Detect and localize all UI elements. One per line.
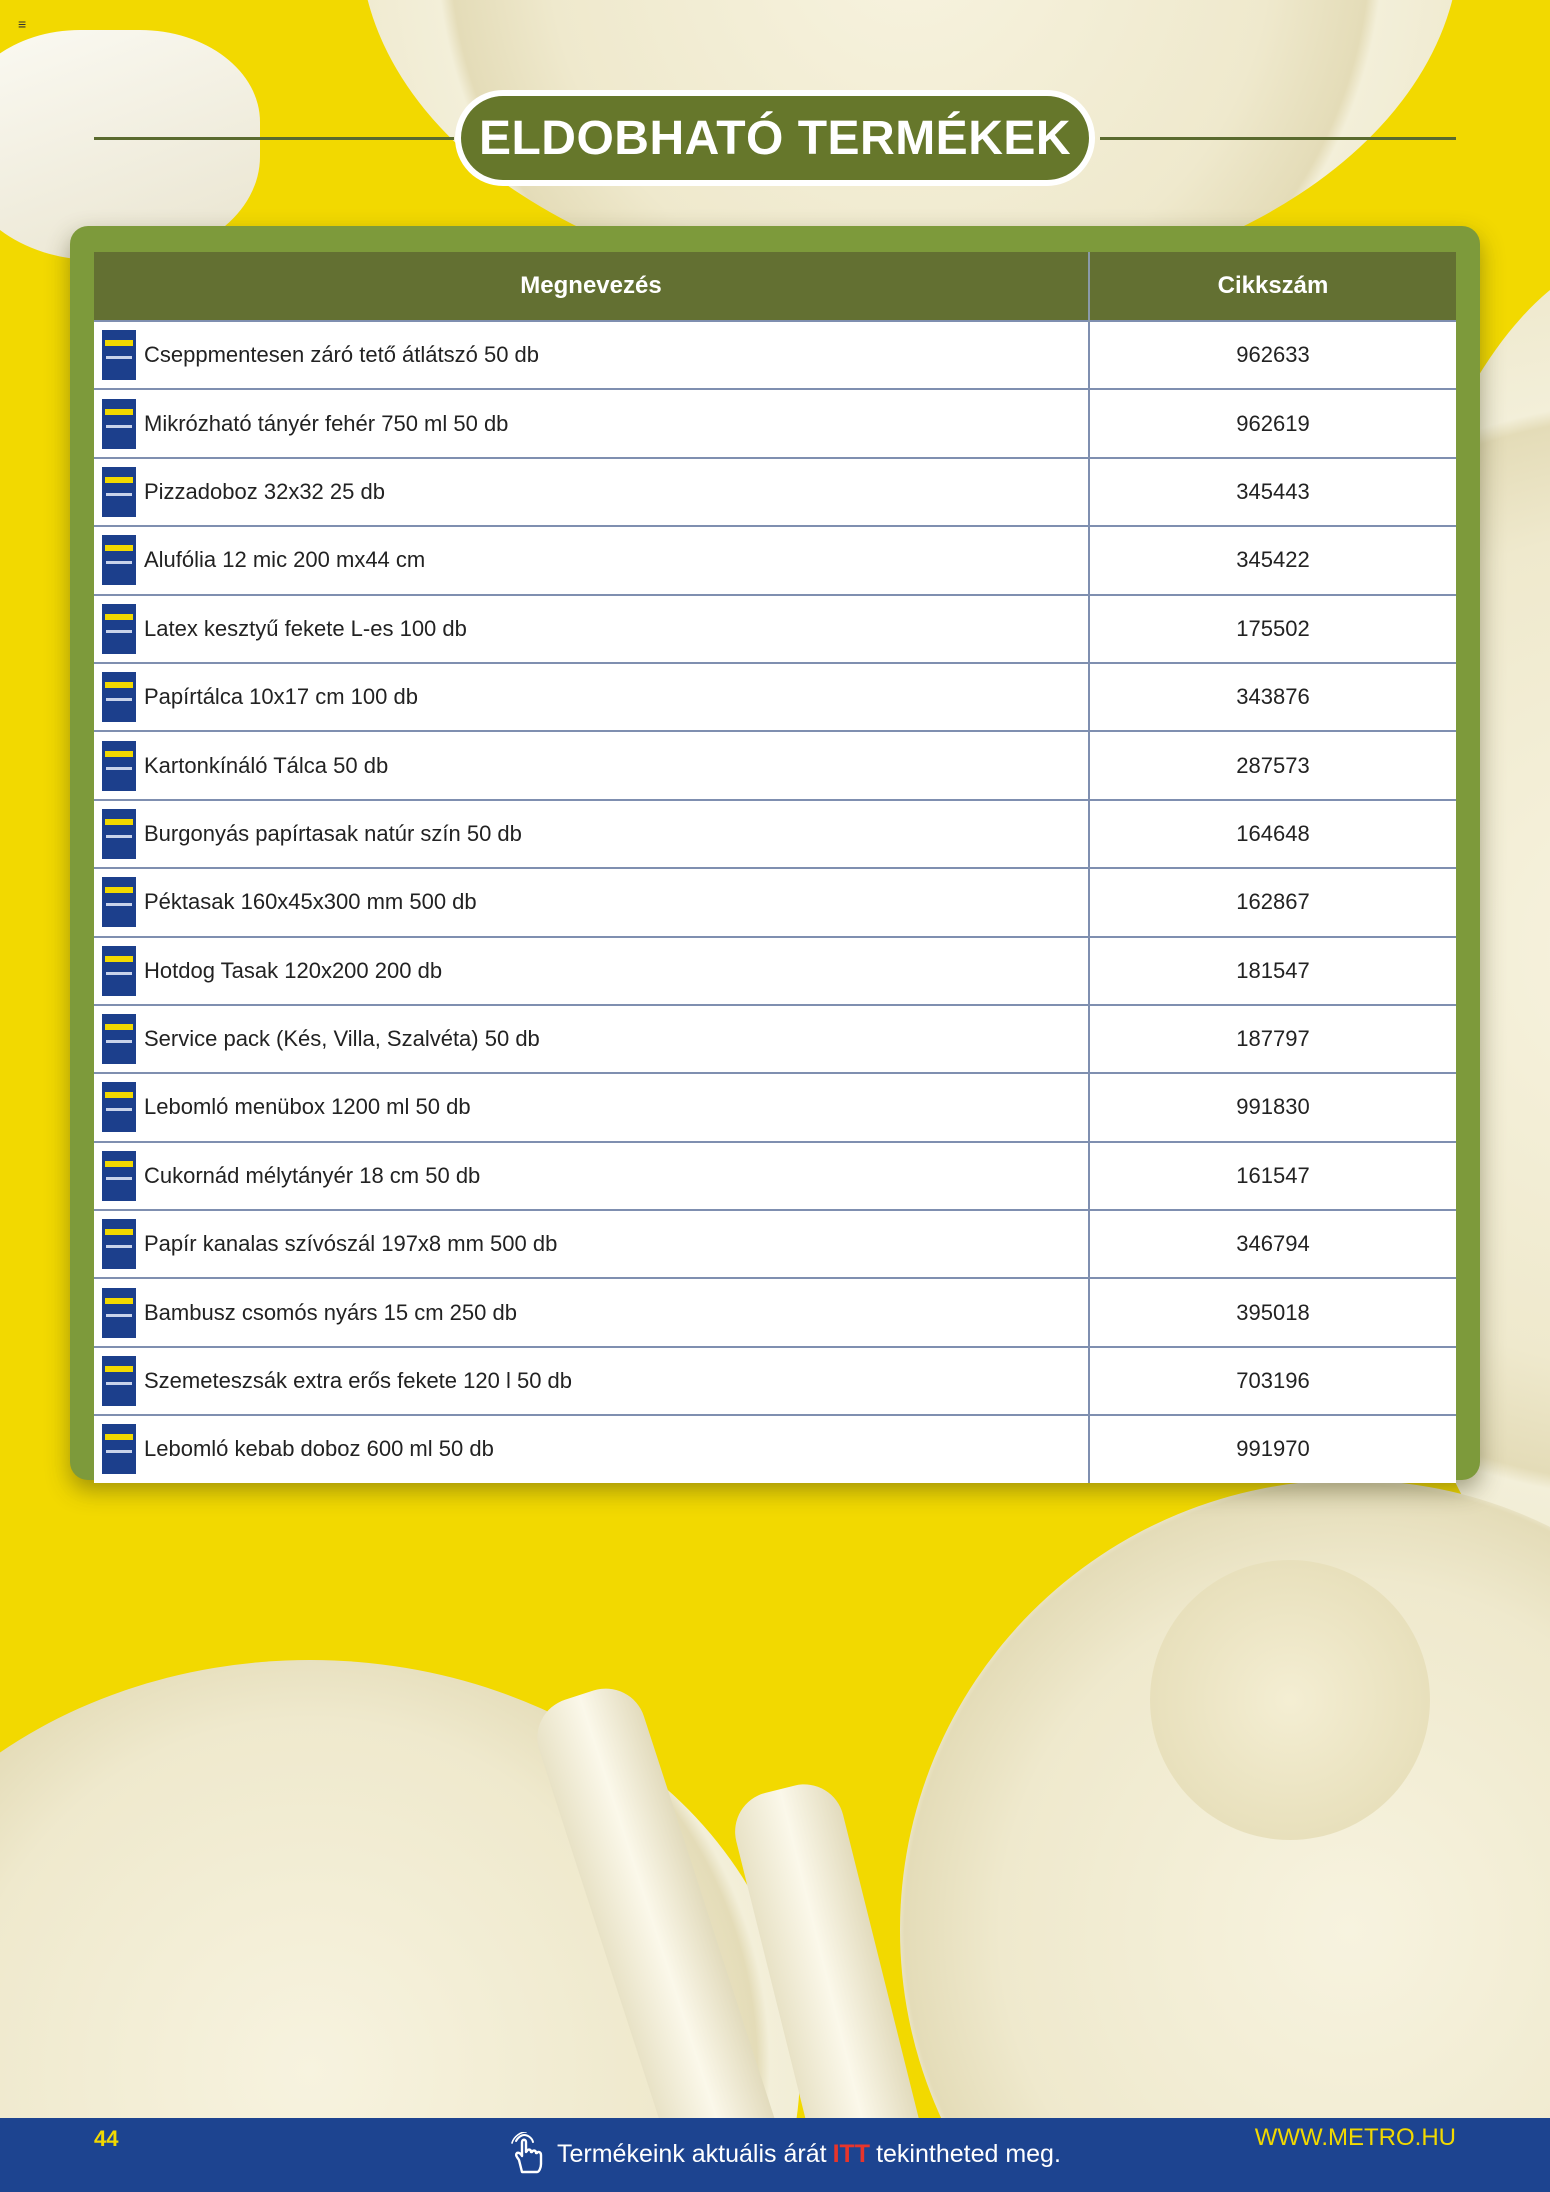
product-name: Alufólia 12 mic 200 mx44 cm bbox=[144, 547, 426, 573]
menu-icon[interactable]: ≡ bbox=[18, 16, 27, 32]
product-code: 181547 bbox=[1089, 937, 1456, 1005]
table-row bbox=[94, 1005, 1456, 1073]
product-name-cell bbox=[94, 526, 1089, 594]
metro-professional-logo-icon bbox=[102, 1356, 136, 1406]
table-row bbox=[94, 1278, 1456, 1346]
product-name: Mikrózható tányér fehér 750 ml 50 db bbox=[144, 410, 509, 436]
product-name-cell bbox=[94, 731, 1089, 799]
product-code: 346794 bbox=[1089, 1210, 1456, 1278]
product-code: 703196 bbox=[1089, 1347, 1456, 1415]
background-bowl bbox=[1150, 1560, 1430, 1840]
product-code: 962633 bbox=[1089, 321, 1456, 389]
website-link[interactable]: WWW.METRO.HU bbox=[1254, 2124, 1456, 2151]
table-row bbox=[94, 1142, 1456, 1210]
product-name: Péktasak 160x45x300 mm 500 db bbox=[144, 889, 477, 915]
table-row bbox=[94, 800, 1456, 868]
metro-professional-logo-icon bbox=[102, 604, 136, 654]
title-divider-right bbox=[1100, 137, 1456, 140]
table-row bbox=[94, 389, 1456, 457]
product-name: Kartonkínáló Tálca 50 db bbox=[144, 752, 389, 778]
metro-professional-logo-icon bbox=[102, 399, 136, 449]
product-name-cell bbox=[94, 321, 1089, 389]
product-code: 962619 bbox=[1089, 389, 1456, 457]
product-name-cell bbox=[94, 1005, 1089, 1073]
product-name-cell bbox=[94, 1347, 1089, 1415]
product-name: Lebomló kebab doboz 600 ml 50 db bbox=[144, 1436, 494, 1462]
price-notice[interactable] bbox=[505, 2132, 1061, 2176]
product-name: Cseppmentesen záró tető átlátszó 50 db bbox=[144, 342, 540, 368]
metro-professional-logo-icon bbox=[102, 1151, 136, 1201]
table-row bbox=[94, 868, 1456, 936]
table-row bbox=[94, 1347, 1456, 1415]
product-name: Bambusz csomós nyárs 15 cm 250 db bbox=[144, 1299, 517, 1325]
product-code: 187797 bbox=[1089, 1005, 1456, 1073]
product-name-cell bbox=[94, 1278, 1089, 1346]
metro-professional-logo-icon bbox=[102, 467, 136, 517]
table-row bbox=[94, 937, 1456, 1005]
metro-professional-logo-icon bbox=[102, 672, 136, 722]
product-name-cell bbox=[94, 868, 1089, 936]
metro-professional-logo-icon bbox=[102, 1424, 136, 1474]
product-code: 162867 bbox=[1089, 868, 1456, 936]
table-row bbox=[94, 1210, 1456, 1278]
table-row bbox=[94, 731, 1456, 799]
table-row bbox=[94, 526, 1456, 594]
hand-pointer-icon bbox=[505, 2132, 549, 2176]
column-header-name: Megnevezés bbox=[94, 252, 1089, 321]
product-name: Hotdog Tasak 120x200 200 db bbox=[144, 957, 443, 983]
metro-professional-logo-icon bbox=[102, 809, 136, 859]
metro-professional-logo-icon bbox=[102, 741, 136, 791]
metro-professional-logo-icon bbox=[102, 1082, 136, 1132]
product-name: Burgonyás papírtasak natúr szín 50 db bbox=[144, 820, 522, 846]
price-notice-text: Termékeink aktuális árát bbox=[557, 2139, 827, 2168]
title-divider-left bbox=[94, 137, 454, 140]
product-name: Szemeteszsák extra erős fekete 120 l 50 db bbox=[144, 1368, 573, 1394]
product-name-cell bbox=[94, 595, 1089, 663]
product-name-cell bbox=[94, 1142, 1089, 1210]
metro-professional-logo-icon bbox=[102, 1288, 136, 1338]
page-number: 44 bbox=[94, 2126, 119, 2151]
product-code: 395018 bbox=[1089, 1278, 1456, 1346]
table-row bbox=[94, 595, 1456, 663]
product-name: Service pack (Kés, Villa, Szalvéta) 50 db bbox=[144, 1026, 540, 1052]
product-name: Latex kesztyű fekete L-es 100 db bbox=[144, 615, 467, 641]
price-notice-text-end: tekintheted meg. bbox=[876, 2139, 1061, 2168]
product-code: 164648 bbox=[1089, 800, 1456, 868]
table-row bbox=[94, 1073, 1456, 1141]
product-name-cell bbox=[94, 1210, 1089, 1278]
product-name: Cukornád mélytányér 18 cm 50 db bbox=[144, 1162, 481, 1188]
table-row bbox=[94, 663, 1456, 731]
column-header-code: Cikkszám bbox=[1089, 252, 1456, 321]
product-code: 991970 bbox=[1089, 1415, 1456, 1482]
metro-professional-logo-icon bbox=[102, 535, 136, 585]
metro-professional-logo-icon bbox=[102, 1014, 136, 1064]
product-code: 343876 bbox=[1089, 663, 1456, 731]
product-code: 345422 bbox=[1089, 526, 1456, 594]
product-name-cell bbox=[94, 389, 1089, 457]
product-code: 287573 bbox=[1089, 731, 1456, 799]
product-name-cell bbox=[94, 937, 1089, 1005]
product-table bbox=[94, 252, 1456, 1483]
metro-professional-logo-icon bbox=[102, 946, 136, 996]
product-name-cell bbox=[94, 800, 1089, 868]
product-name: Pizzadoboz 32x32 25 db bbox=[144, 478, 385, 504]
product-name-cell bbox=[94, 663, 1089, 731]
product-code: 161547 bbox=[1089, 1142, 1456, 1210]
product-name: Lebomló menübox 1200 ml 50 db bbox=[144, 1094, 471, 1120]
product-code: 345443 bbox=[1089, 458, 1456, 526]
product-code: 991830 bbox=[1089, 1073, 1456, 1141]
table-row bbox=[94, 1415, 1456, 1482]
product-code: 175502 bbox=[1089, 595, 1456, 663]
product-name-cell bbox=[94, 458, 1089, 526]
product-name: Papír kanalas szívószál 197x8 mm 500 db bbox=[144, 1231, 558, 1257]
price-notice-link[interactable]: ITT bbox=[832, 2139, 871, 2168]
table-row bbox=[94, 321, 1456, 389]
product-name: Papírtálca 10x17 cm 100 db bbox=[144, 684, 418, 710]
metro-professional-logo-icon bbox=[102, 1219, 136, 1269]
metro-professional-logo-icon bbox=[102, 877, 136, 927]
product-name-cell bbox=[94, 1415, 1089, 1482]
product-name-cell bbox=[94, 1073, 1089, 1141]
table-header-row bbox=[94, 252, 1456, 321]
metro-professional-logo-icon bbox=[102, 330, 136, 380]
table-row bbox=[94, 458, 1456, 526]
page-title: ELDOBHATÓ TERMÉKEK bbox=[455, 90, 1095, 186]
